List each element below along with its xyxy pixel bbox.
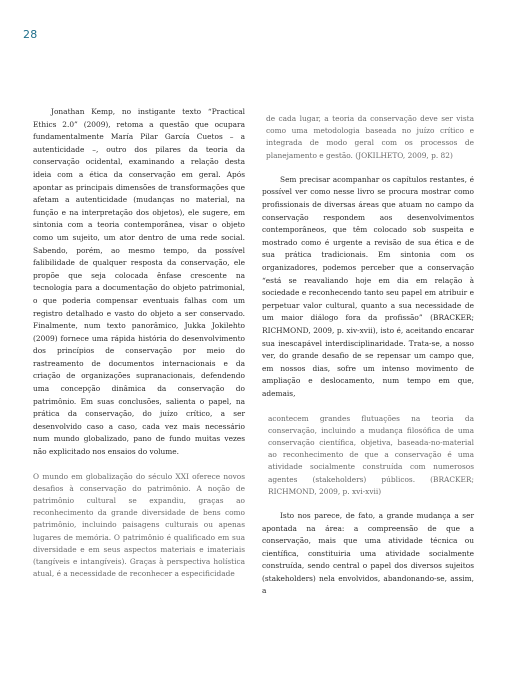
block-quote-continued: de cada lugar, a teoria da conservação deve ser vista como uma metodologia baseada no juízo crítico e integrada de modo geral com os processos de planejamento e gestão. (JOKILHETO, 2009, p. 82) <box>266 114 474 160</box>
block-quote: O mundo em globalização do século XXI oferece novos desafios à conservação do patrimônio. A noção de patrimônio cultural se expandiu, graças ao reconhecimento da grande diversidade de bens como patrimônio, incluindo paisagens culturais ou apenas lugares de memória. O patrimônio é qualificado em sua diversidade e em seus aspectos materiais e imateriais (tangíveis e intangíveis). Graças à perspectiva holística atual, é a necessidade de reconhecer a especificidade <box>33 471 245 579</box>
body-paragraph: Isto nos parece, de fato, a grande mudança a ser apontada na área: a compreensão de que a conservação, mais que uma atividade técnica ou científica, constituiria uma atividade socialmente construída, sendo central o papel dos diversos sujeitos (stakeholders) nela envolvidos, abandonando-se, assim, a <box>262 510 474 596</box>
right-column <box>262 113 474 598</box>
left-column <box>33 106 245 580</box>
body-paragraph: Jonathan Kemp, no instigante texto “Practical Ethics 2.0” (2009), retoma a questão que ocupara fundamentalmente María Pilar García Cuetos – a autenticidade –, outro dos pilares da teoria da conservação ocidental, examinando a relação desta ideia com a ética da conservação em geral. Após apontar as principais dimensões de transformações que afetam a autenticidade (mudanças no material, na função e na interpretação dos objetos), ele sugere, em sintonia com a teoria contemporânea, visar o objeto como um sujeito, um ator dentro de uma rede social. Sabendo, porém, ao mesmo tempo, da possível falibilidade de qualquer resposta da conservação, ele propõe que seja colocada ênfase crescente na tecnologia para a documentação do objeto patrimonial, o que poderia compensar eventuais falhas com um registro detalhado e vasto do objeto a ser conservado. Finalmente, num texto panorâmico, Jukka Jokilehto (2009) fornece uma rápida história do desenvolvimento dos princípios de conservação por meio do rastreamento de documentos internacionais e da criação de organizações supranacionais, defendendo uma concepção dinâmica da conservação do patrimônio. Em suas conclusões, salienta o papel, na prática da conservação, do juízo crítico, a ser desenvolvido caso a caso, cada vez mais necessário num mundo globalizado, pano de fundo muitas vezes não explicitado nos ensaios do volume. <box>33 107 245 457</box>
body-paragraph: Sem precisar acompanhar os capítulos restantes, é possível ver como nesse livro se procura mostrar como profissionais de diversas áreas que atuam no campo da conservação respondem aos desenvolvimentos contemporâneos, que têm colocado sob suspeita e mostrado como é urgente a revisão de sua ética e de sua prática tradicionais. Em sintonia com os organizadores, podemos perceber que a conservação “está se reavaliando hoje em dia em relação à sociedade e reconhecendo tanto seu papel em atribuir e perpetuar valor cultural, quanto a sua necessidade de um maior diálogo fora da profissão” (BRACKER; RICHMOND, 2009, p. xiv-xvii), isto é, aceitando encarar sua inescapável interdisciplinaridade. Trata-se, a nosso ver, do grande desafio de se repensar um campo que, em nossos dias, sofre um intenso movimento de ampliação e deslocamento, num tempo em que, ademais, <box>262 174 474 398</box>
block-quote: acontecem grandes flutuações na teoria da conservação, incluindo a mudança filosófica de uma conservação científica, objetiva, baseada-no-material ao reconhecimento de que a conservação é uma atividade socialmente construída com numerosos agentes (stakeholders) públicos. (BRACKER; RICHMOND, 2009, p. xvi-xvii) <box>268 413 474 496</box>
page-number: 28 <box>23 28 38 41</box>
